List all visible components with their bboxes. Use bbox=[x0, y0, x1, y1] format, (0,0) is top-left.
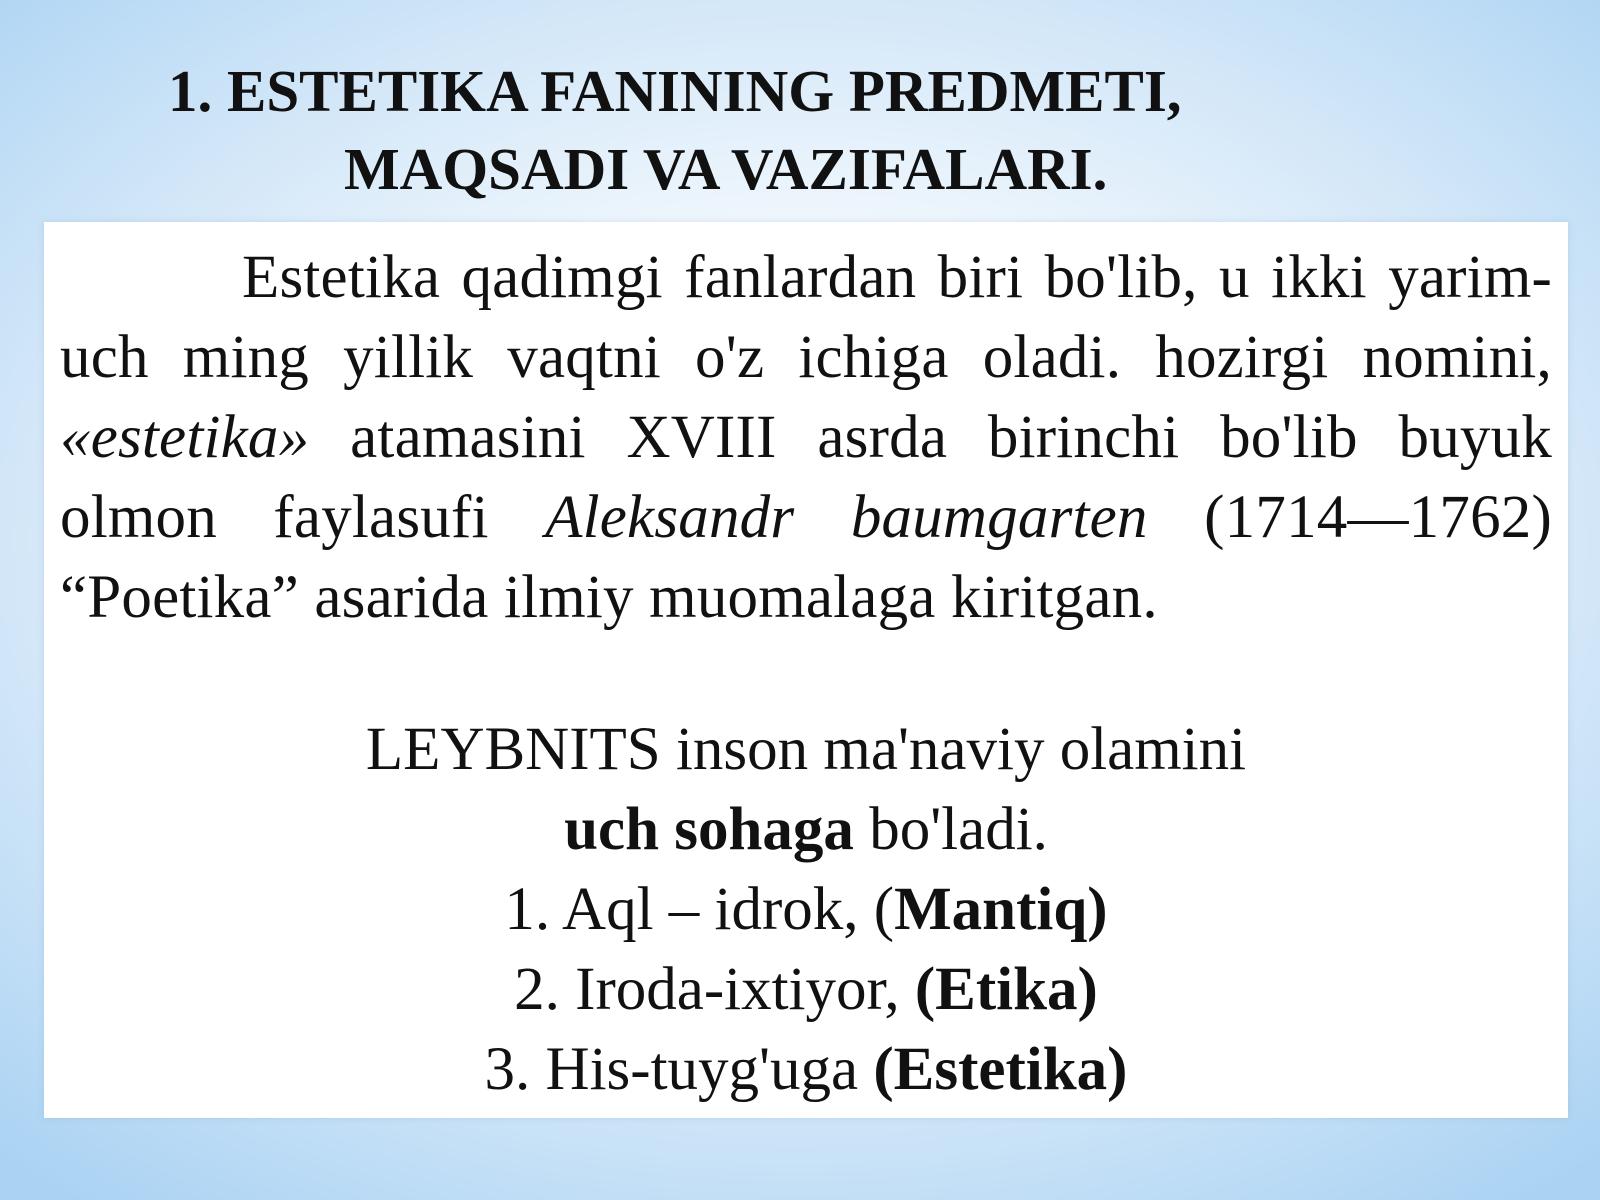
leibniz-block bbox=[44, 710, 1568, 1110]
item-1-text: 1. Aql – idrok, ( bbox=[504, 876, 895, 943]
item-2-bold: (Etika) bbox=[914, 956, 1098, 1023]
paragraph-text-1: Estetika qadimgi fanlardan biri bo'lib, u ikki yarim-uch ming yillik vaqtni o'z ichiga oladi. hozirgi nomini, bbox=[60, 244, 1552, 391]
baumgarten-name: Aleksandr baumgarten bbox=[545, 484, 1148, 551]
title-line-1: 1. ESTETIKA FANINING PREDMETI, bbox=[168, 58, 1182, 124]
spheres-rest: bo'ladi. bbox=[853, 796, 1048, 863]
item-3-bold: (Estetika) bbox=[873, 1036, 1128, 1103]
title-line-2: MAQSADI VA VAZIFALARI. bbox=[344, 136, 1108, 202]
item-1-bold: Mantiq) bbox=[894, 876, 1108, 943]
item-3-text: 3. His-tuyg'uga bbox=[484, 1036, 874, 1103]
paragraph-text-2: atamasini XVIII asrda birinchi bo'lib buyuk olmon faylasufi bbox=[60, 404, 1552, 551]
intro-paragraph bbox=[60, 238, 1552, 638]
list-item-2 bbox=[44, 950, 1568, 1030]
item-2-text: 2. Iroda-ixtiyor, bbox=[514, 956, 915, 1023]
slide-title bbox=[0, 52, 1600, 208]
spheres-bold: uch sohaga bbox=[564, 796, 854, 863]
content-box bbox=[44, 222, 1568, 1118]
estetika-term: «estetika» bbox=[60, 404, 310, 471]
list-item-3 bbox=[44, 1030, 1568, 1110]
list-item-1 bbox=[44, 870, 1568, 950]
leibniz-intro: LEYBNITS inson ma'naviy olamini bbox=[365, 716, 1247, 783]
leibniz-spheres bbox=[44, 790, 1568, 870]
paragraph-text-3: (1714—1762) “Poetika” asarida ilmiy muomalaga kiritgan. bbox=[60, 484, 1552, 631]
